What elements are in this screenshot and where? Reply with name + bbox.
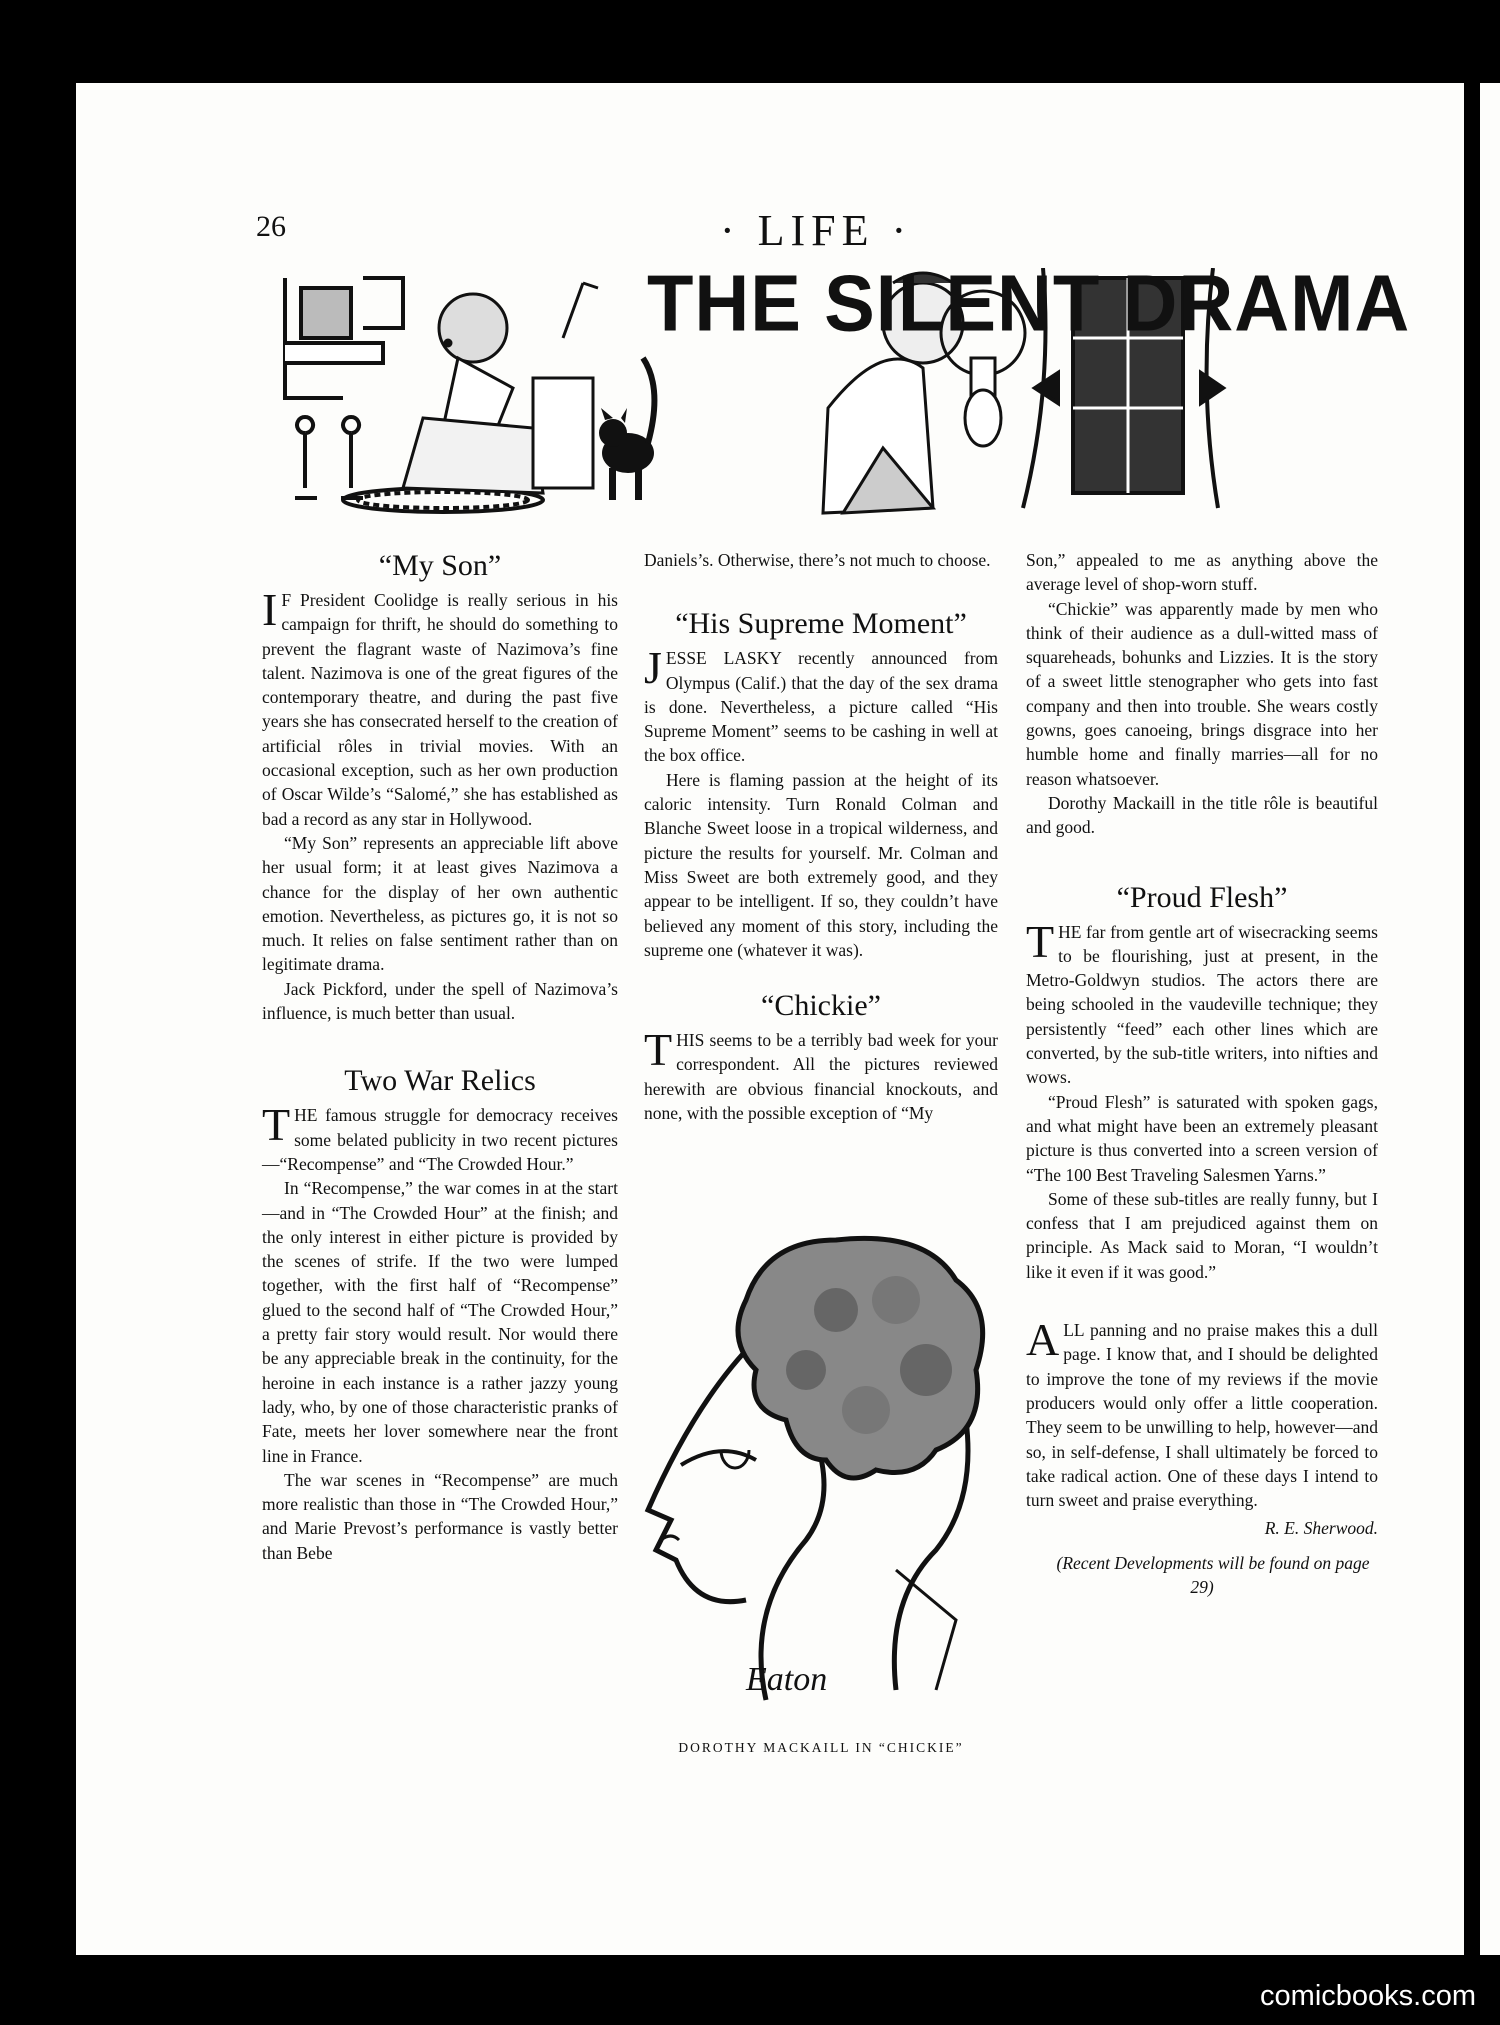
continuation-note: (Recent Developments will be found on page 29) [1056,1552,1370,1597]
review-title-two-war-relics: Two War Relics [344,1064,536,1098]
column-1 [262,548,618,1565]
drop-cap: A [1026,1314,1060,1366]
banner-title: THE SILENT DRAMA [647,258,1411,349]
continued-paragraph: Daniels’s. Otherwise, there’s not much to choose. [644,550,991,570]
review-title-proud-flesh: “Proud Flesh” [1116,880,1288,914]
author-signature: R. E. Sherwood. [1264,1518,1378,1539]
page-number: 26 [256,210,286,243]
watermark: comicbooks.com [1260,1980,1476,2012]
column-3 [1026,548,1378,1599]
review-paragraph: Jack Pickford, under the spell of Nazimova’s influence, is much better than usual. [262,978,618,1024]
illustration-caption: DOROTHY MACKAILL IN “CHICKIE” [678,1740,964,1755]
review-paragraph: THIS seems to be a terribly bad week for your correspondent. All the pictures reviewed herewith are obvious financial knockouts, and none, with the possible exception of “My [644,1024,998,1124]
dorothy-mackaill-portrait-illustration [636,1220,1006,1715]
drop-cap: T [1026,915,1055,967]
drop-cap: T [262,1099,291,1151]
facing-page-edge [1480,83,1500,1955]
drop-cap: J [644,642,662,694]
closing-paragraph: ALL panning and no praise makes this a dull page. I know that, and I should be delighted to improve the tone of my reviews if the movie producers would only offer a little cooperation. They seem to be unwilling to help, however—and so, in self-defense, I shall ultimately be forced to take radical action. One of these days I intend to turn sweet and praise everything. [1026,1314,1378,1511]
review-paragraph: The war scenes in “Recompense” are much more realistic than those in “The Crowded Hour,” and Marie Prevost’s performance is vastly better than Bebe [262,1469,618,1563]
review-paragraph: In “Recompense,” the war comes in at the start—and in “The Crowded Hour” at the finish; and the only interest in either picture is provided by the scenes of strife. If the two were lumped together, with the first half of “Recompense” glued to the second half of “The Crowded Hour,” a pretty fair story would result. Nor would there be any appreciable break in the continuity, for the heroine in each instance is a rather jazzy young lady, who, by one of those characteristic pranks of Fate, meets her lover somewhere near the front line in France. [262,1178,618,1466]
column-2 [644,548,998,1125]
curly-hair-illustration [738,1238,983,1478]
review-title-chickie: “Chickie” [761,989,881,1023]
review-paragraph: “My Son” represents an appreciable lift above her usual form; it at least gives Nazimova a chance for the display of her own authentic emotion. Nevertheless, as pictures go, it is not so much. It relies on false sentiment rather than on legitimate drama. [262,832,618,975]
review-paragraph: “Chickie” was apparently made by men who think of their audience as a dull-witted mass of squareheads, bohunks and Lizzies. It is the story of a sweet little stenographer who gets into fast company and then into trouble. She wears costly gowns, goes canoeing, brings disgrace into her humble home and finally marries—all for no reason whatsoever. [1026,598,1378,789]
drop-cap: I [262,584,278,635]
continued-paragraph: Son,” appealed to me as anything above the average level of shop-worn stuff. [1026,550,1378,595]
review-paragraph: “Proud Flesh” is saturated with spoken gags, and what might have been an extremely pleasant picture is thus converted into a screen version of “The 100 Best Traveling Salesmen Yarns.” [1026,1091,1378,1185]
black-cat-illustration [599,358,654,500]
review-paragraph: Here is flaming passion at the height of its caloric intensity. Turn Ronald Colman and Blanche Sweet loose in a tropical wilderness, and picture the results for yourself. Mr. Colman and Miss Sweet are both extremely good, and they appear to be intelligent. If so, they couldn’t have believed any moment of this story, including the supreme one (whatever it was). [644,769,998,960]
review-paragraph: I F President Coolidge is really serious in his campaign for thrift, he should do something to prevent the flagrant waste of Nazimova’s fine talent. Nazimova is one of the great figures of the contemporary theatre, and during the past five years she has consecrated herself to the creation of artificial rôles in trivial movies. With an occasional exception, such as her own production of Oscar Wilde’s “Salomé,” she has established as bad a record as any star in Hollywood. [262,584,618,829]
review-paragraph: JESSE LASKY recently announced from Olympus (Calif.) that the day of the sex drama is done. Nevertheless, a picture called “His Supreme Moment” seems to be cashing in well at the box office. [644,642,998,766]
magazine-masthead: · LIFE · [720,206,913,255]
review-paragraph: THE famous struggle for democracy receives some belated publicity in two recent pictures—“Recompense” and “The Crowded Hour.” [262,1099,618,1174]
review-paragraph: Dorothy Mackaill in the title rôle is beautiful and good. [1026,792,1378,838]
drop-cap: T [644,1024,673,1076]
review-title-his-supreme-moment: “His Supreme Moment” [675,607,967,641]
review-title-my-son: “My Son” [378,549,502,582]
review-paragraph: Some of these sub-titles are really funny, but I confess that I am prejudiced against them on principle. As Mack said to Moran, “I wouldn’t like it even if it was good.” [1026,1188,1378,1282]
artist-signature: Eaton [746,1661,828,1698]
review-paragraph: THE far from gentle art of wisecracking seems to be flourishing, just at present, in the Metro-Goldwyn studios. The actors there are being schooled in the vaudeville technique; they persistently “feed” each other lines which are converted, by the sub-title writers, into nifties and wows. [1026,915,1378,1088]
crying-maid-illustration [403,283,598,493]
